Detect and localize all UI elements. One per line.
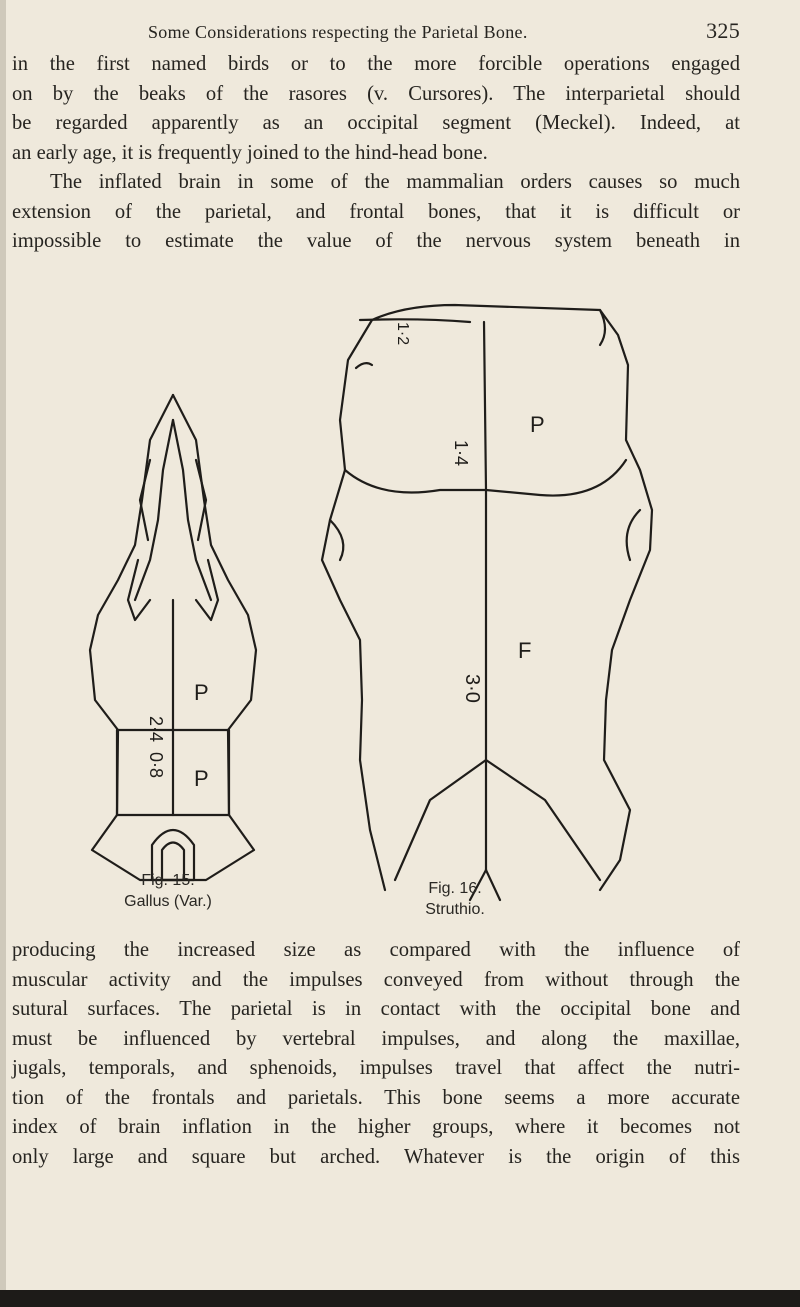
fig15-caption bbox=[98, 870, 238, 912]
fig16-measure-upper: 1·4 bbox=[451, 440, 471, 467]
text-line: on by the beaks of the rasores (v. Cursores). The interparietal should bbox=[12, 82, 740, 105]
fig16-caption bbox=[385, 878, 525, 920]
text-line: impossible to estimate the value of the nervous system beneath in bbox=[12, 230, 740, 252]
text-line: muscular activity and the impulses conveyed from without through the bbox=[12, 968, 740, 991]
text-line: be regarded apparently as an occipital segment (Meckel). Indeed, at bbox=[12, 112, 740, 134]
fig15-label-upper: P bbox=[194, 680, 209, 705]
text-line: an early age, it is frequently joined to the hind-head bone. bbox=[12, 141, 488, 164]
text-line: extension of the parietal, and frontal bones, that it is difficult or bbox=[12, 200, 740, 223]
fig15-label-lower: P bbox=[194, 766, 209, 791]
page-bottom-edge bbox=[0, 1290, 800, 1307]
text-line: producing the increased size as compared with the influence of bbox=[12, 939, 740, 961]
fig16-skull-drawing bbox=[322, 305, 652, 900]
text-line: tion of the frontals and parietals. This bone seems a more accurate bbox=[12, 1086, 740, 1109]
text-line: index of brain inflation in the higher groups, where it becomes not bbox=[12, 1116, 740, 1138]
fig15-skull-drawing bbox=[90, 395, 256, 880]
fig16-label-frontal: F bbox=[518, 638, 532, 663]
text-line: in the first named birds or to the more forcible operations engaged bbox=[12, 53, 740, 75]
fig15-caption-number: Fig. 15. bbox=[141, 872, 195, 889]
text-line: The inflated brain in some of the mammalian orders causes so much bbox=[50, 171, 740, 193]
fig15-measure-upper: 2·4 bbox=[146, 716, 166, 743]
fig16-measure-lower: 3·0 bbox=[461, 674, 483, 703]
fig16-caption-species: Struthio. bbox=[425, 901, 485, 918]
fig16-measure-top: 1·2 bbox=[394, 322, 411, 346]
fig15-measure-lower: 0·8 bbox=[146, 752, 166, 779]
text-line: only large and square but arched. Whatever is the origin of this bbox=[12, 1145, 740, 1168]
page-number: 325 bbox=[706, 18, 740, 43]
fig16-label-parietal: P bbox=[530, 412, 545, 437]
fig15-caption-species: Gallus (Var.) bbox=[124, 893, 212, 910]
text-line: sutural surfaces. The parietal is in contact with the occipital bone and bbox=[12, 998, 740, 1020]
paragraph-bottom bbox=[12, 936, 740, 1172]
running-title: Some Considerations respecting the Parietal Bone. bbox=[148, 22, 528, 42]
text-line: jugals, temporals, and sphenoids, impulses travel that affect the nutri- bbox=[12, 1057, 740, 1079]
fig16-caption-number: Fig. 16. bbox=[428, 880, 482, 897]
text-line: must be influenced by vertebral impulses, and along the maxillae, bbox=[12, 1027, 740, 1050]
